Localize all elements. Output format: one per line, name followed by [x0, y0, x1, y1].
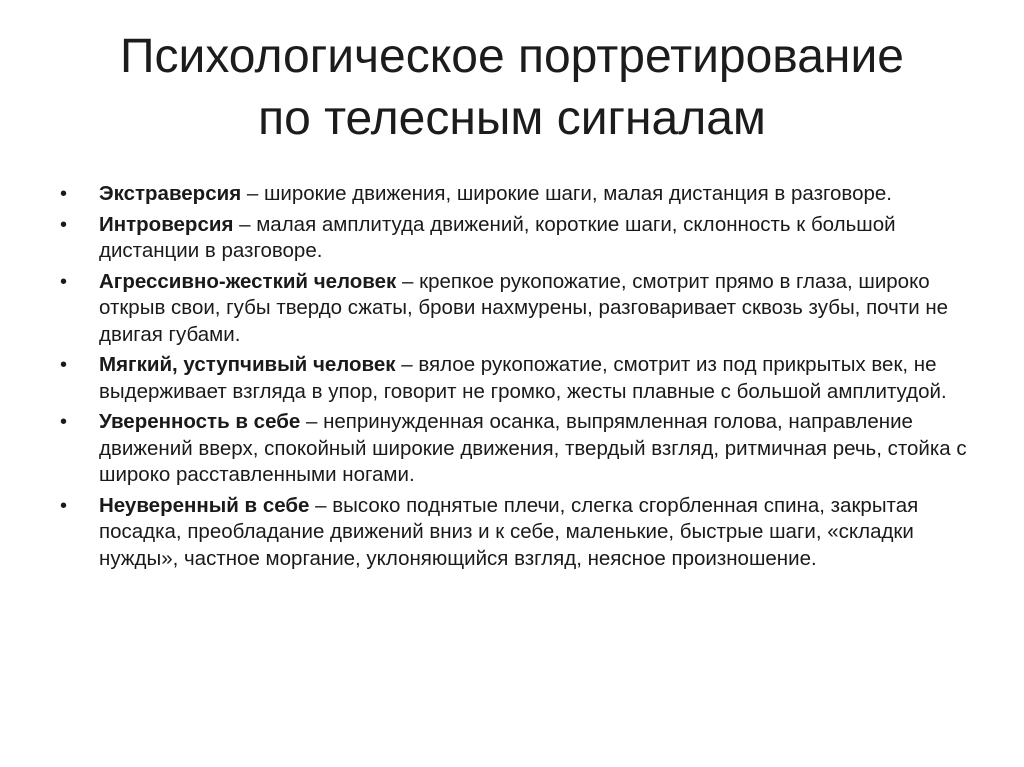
- item-term: Интроверсия: [99, 212, 234, 236]
- item-term: Экстраверсия: [99, 182, 242, 205]
- list-item-soft: [54, 352, 974, 405]
- item-term: Агрессивно-жесткий человек: [99, 269, 397, 293]
- bullet-icon: •: [60, 354, 68, 376]
- item-text: – крепкое рукопожатие, смотрит прямо в глаза, широко открыв свои, губы твердо сжаты, брови нахмурены, разговаривает сквозь зубы, почти не двигая губами.: [99, 269, 949, 346]
- item-term: Мягкий, уступчивый человек: [99, 353, 396, 376]
- bullet-icon: •: [60, 213, 68, 236]
- item-text: – непринужденная осанка, выпрямленная голова, направление движений вверх, спокойный широкие движения, твердый взгляд, ритмичная речь, стойка с широко расставленными ногами.: [99, 410, 967, 486]
- bullet-icon: •: [60, 411, 68, 433]
- item-text: – малая амплитуда движений, короткие шаги, склонность к большой дистанции в разговоре.: [99, 212, 896, 262]
- item-term: Уверенность в себе: [99, 410, 301, 433]
- bullet-icon: •: [60, 270, 68, 293]
- list-item-confident: [54, 409, 974, 489]
- list-item-aggressive: [54, 269, 974, 349]
- list-item-introversion: [54, 212, 974, 265]
- item-text: – высоко поднятые плечи, слегка сгорбленная спина, закрытая посадка, преобладание движений вниз и к себе, маленькие, быстрые шаги, «складки нужды», частное моргание, уклоняющийся взгляд, неясное произношение.: [99, 493, 919, 570]
- title-line-2: по телесным сигналам: [258, 92, 766, 145]
- bullet-icon: •: [60, 494, 68, 517]
- bullet-list: [54, 181, 974, 576]
- slide-title: [40, 26, 984, 150]
- bullet-icon: •: [60, 183, 68, 205]
- item-text: – вялое рукопожатие, смотрит из под прикрытых век, не выдерживает взгляда в упор, говорит не громко, жесты плавные с большой амплитудой.: [99, 353, 947, 403]
- list-item-insecure: [54, 493, 974, 573]
- item-term: Неуверенный в себе: [99, 493, 310, 517]
- title-line-1: Психологическое портретирование: [120, 30, 904, 83]
- item-text: – широкие движения, широкие шаги, малая дистанция в разговоре.: [241, 182, 892, 205]
- list-item-extraversion: [54, 181, 974, 208]
